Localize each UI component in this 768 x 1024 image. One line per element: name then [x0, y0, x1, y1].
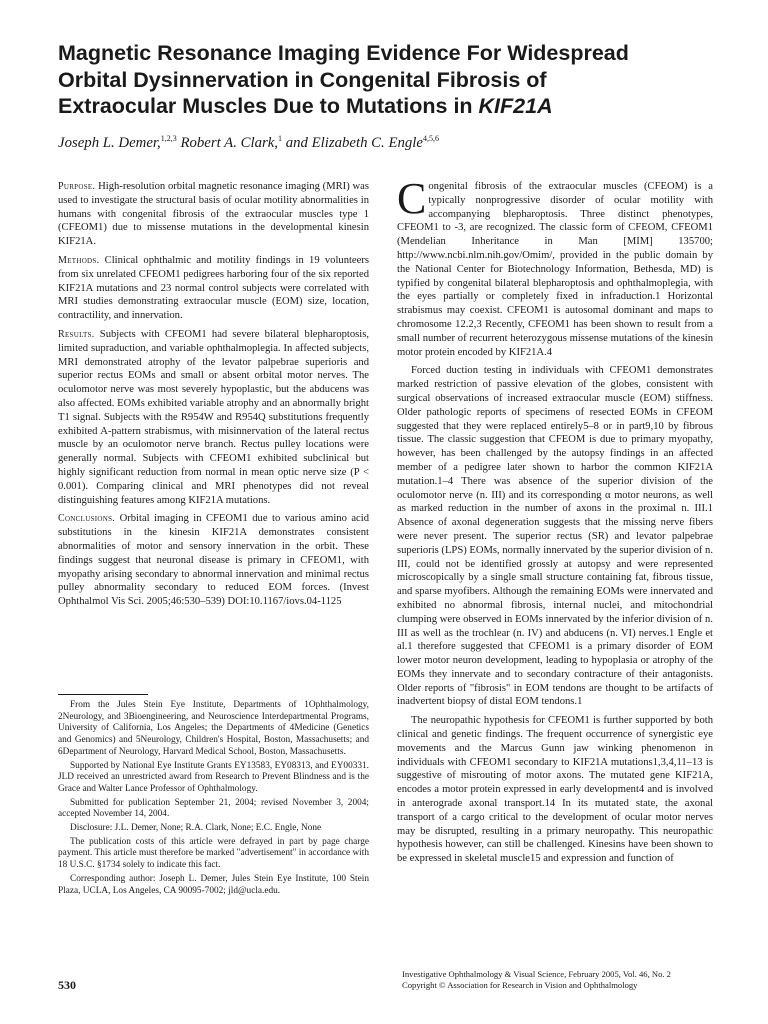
- abstract: [58, 180, 369, 614]
- body-paragraph-2: Forced duction testing in individuals with CFEOM1 demonstrates marked restriction of passive elevation of the globes, consistent with surgical observations of increased extraocular muscle (EOM) stiffness. Older pathologic reports of specimens of resected EOMs in CFEOM suggested that they were replaced entirely5–8 or in part9,10 by fibrous tissue. The classic suggestion that CFEOM is due to primary myopathy, however, has been challenged by the autopsy findings in an affected member of a pedigree later shown to harbor the common KIF21A mutation.1–4 There was absence of the superior division of the oculomotor nerve (n. III) and its corresponding α motor neurons, as well as marked reduction in the number of axons in the proximal n. III.1 Absence of axonal degeneration suggests that the missing nerve fibers were never present. The superior rectus (SR) and levator palpebrae superioris (LPS) EOMs, normally innervated by the superior division of n. III, could not be identified grossly at autopsy and were represented microscopically by a single small structure containing fat, fibrous tissue, and sparse myofibers. Although the remaining EOMs were innervated and exhibited no abnormal fibrosis, internal nuclei, and mitochondrial clumping were observed in EOMs innervated by the inferior division of n. III as well as the trochlear (n. IV) and abducens (n. VI) nerves.1 Engle et al.1 therefore suggested that CFEOM1 is a primary disorder of EOM lower motor neuron development, leading to hypoplasia or atrophy of the EOMs they innervate and to secondary contracture of their antagonists. Older reports of "fibrosis" in EOM tendons are thought to be artifacts of inadvertent biopsy of distal EOM tendons.1: [397, 365, 714, 708]
- title-line-1: Magnetic Resonance Imaging Evidence For Widespread: [58, 41, 629, 65]
- footnote-costs: The publication costs of this article were defrayed in part by page charge payment. This article must therefore be marked "advertisement" in accordance with 18 U.S.C. §1734 solely to indicate this fact.: [58, 836, 369, 871]
- footnote-affiliations: From the Jules Stein Eye Institute, Departments of 1Ophthalmology, 2Neurology, and 3Bioengineering, and Neuroscience Interdepartmental Programs, University of California, Los Angeles; the Departments of 4Medicine (Genetics and Genomics) and 5Neurology, Children's Hospital, Boston, Massachusetts; and 6Department of Neurology, Harvard Medical School, Boston, Massachusetts.: [58, 700, 369, 757]
- title-line-3: Extraocular Muscles Due to Mutations in KIF21A: [58, 94, 553, 118]
- body-paragraph-3: The neuropathic hypothesis for CFEOM1 is further supported by both clinical and genetic findings. The frequent occurrence of synergistic eye movements and the Marcus Gunn jaw winking phenomenon in individuals with CFEOM1 secondary to KIF21A mutations1,3,4,11–13 is suggestive of misrouting of motor axons. The mutated gene KIF21A, encodes a motor protein expressed in early development4 and is involved in anterograde axonal transport.14 In its mutated state, the axonal transport of a cargo critical to the development of ocular motor nerves may be disrupted, resulting in a primary neuropathy. This neuropathic hypothesis however, can still be challenged. Kinesins have been shown to be expressed in skeletal muscle15 and expression and function of: [397, 715, 713, 865]
- footnote-disclosure: Disclosure: J.L. Demer, None; R.A. Clark, None; E.C. Engle, None: [70, 823, 322, 834]
- body-text: [397, 174, 714, 871]
- abstract-results: Results. Subjects with CFEOM1 had severe bilateral blepharoptosis, limited supraduction, and variable ophthalmoplegia. In affected subjects, MRI demonstrated atrophy of the levator palpebrae superioris and superior rectus EOMs and small or absent orbital motor nerves. The oculomotor nerve was most severely hypoplastic, but the abducens was also affected. EOMs exhibited variable atrophy and an abnormally bright T1 signal. Subjects with the R954W and R954Q substitutions frequently exhibited A-pattern strabismus, with misinnervation of the lateral rectus muscle by an oculomotor nerve branch. Rectus pulley locations were generally normal. Subjects with CFEOM1 exhibited subclinical but highly significant reduction from normal in mean optic nerve size (P < 0.001). Comparing clinical and MRI phenotypes did not reveal distinguishing features among KIF21A mutations.: [58, 328, 369, 506]
- abstract-purpose: Purpose. High-resolution orbital magnetic resonance imaging (MRI) was used to investigate the structural basis of ocular motility abnormalities in humans with congenital fibrosis of the extraocular muscles type 1 (CFEOM1) due to missense mutations in the developmental kinesin KIF21A.: [58, 181, 369, 248]
- body-paragraph-1: Congenital fibrosis of the extraocular muscles (CFEOM) is a typically nonprogressive disorder of ocular motility with accompanying blepharoptosis. Three distinct phenotypes, CFEOM1 to -3, are recognized. The classic form of CFEOM, CFEOM1 (Mendelian Inheritance in Man [MIM] 135700; http://www.ncbi.nlm.nih.gov/Omim/, provided in the public domain by the National Center for Biotechnology Information, Bethesda, MD) is typified by congenital bilateral blepharoptosis and ophthalmoplegia, with the eyes partially or completely fixed in infraduction.1 Horizontal strabismus may coexist. CFEOM1 is autosomal dominant and maps to chromosome 12.2,3 Recently, CFEOM1 has been shown to result from a small number of recurrent heterozygous missense mutations of the kinesin motor protein encoded by KIF21A.4: [397, 174, 713, 358]
- footnote-correspondence: Corresponding author: Joseph L. Demer, Jules Stein Eye Institute, 100 Stein Plaza, UCLA, Los Angeles, CA 90095-7002; jld@ucla.edu.: [58, 873, 369, 896]
- journal-citation: Investigative Ophthalmology & Visual Science, February 2005, Vol. 46, No. 2: [402, 969, 671, 979]
- article-title: [58, 40, 738, 120]
- title-gene: KIF21A: [478, 94, 553, 118]
- author-2: Robert A. Clark,: [176, 135, 278, 151]
- journal-info: [402, 969, 722, 991]
- author-list: Joseph L. Demer,$^{1,2,3}$ Robert A. Clark,$^1$ and Elizabeth C. Engle$^{4,5,6}$: [58, 134, 439, 151]
- footnote-divider: [58, 694, 148, 695]
- footnote-dates: Submitted for publication September 21, 2004; revised November 3, 2004; accepted November 14, 2004.: [58, 797, 369, 820]
- footnote-support: Supported by National Eye Institute Grants EY13583, EY08313, and EY00331. JLD received an unrestricted award from Research to Prevent Blindness and is the Grace and Walter Lance Professor of Ophthalmology.: [58, 760, 369, 794]
- abstract-conclusions: Conclusions. Orbital imaging in CFEOM1 due to various amino acid substitutions in the kinesin KIF21A demonstrates consistent abnormalities of motor and sensory innervation in the orbit. These findings suggest that neuronal disease is primary in CFEOM1, with myopathy arising secondary to abnormal innervation and minimal rectus pulley abnormality secondary to reduced EOM forces. (Invest Ophthalmol Vis Sci. 2005;46:530–539) DOI:10.1167/iovs.04-1125: [58, 513, 369, 608]
- footnotes: [58, 700, 369, 899]
- drop-cap: C: [397, 174, 427, 223]
- author-1: Joseph L. Demer,: [58, 135, 161, 151]
- author-3: and Elizabeth C. Engle: [282, 135, 423, 151]
- title-line-2: Orbital Dysinnervation in Congenital Fibrosis of: [58, 67, 547, 92]
- abstract-methods: Methods. Clinical ophthalmic and motility findings in 19 volunteers from six unrelated CFEOM1 pedigrees harboring four of the six reported KIF21A mutations and 23 normal control subjects were correlated with MRI studies demonstrating extraocular muscle (EOM) size, location, contractility, and innervation.: [58, 254, 369, 322]
- page-number: 530: [58, 978, 76, 992]
- journal-copyright: Copyright © Association for Research in Vision and Ophthalmology: [402, 980, 638, 990]
